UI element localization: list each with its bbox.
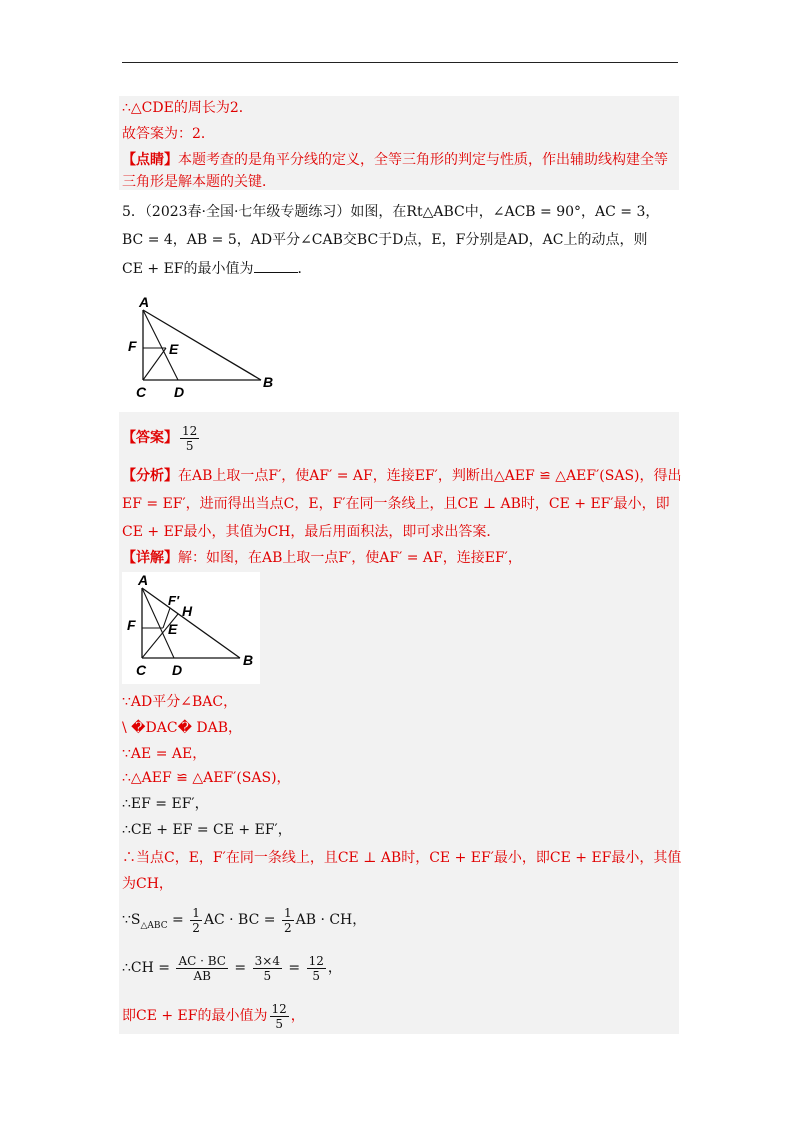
label-d-2: D xyxy=(172,662,183,678)
final-text: 即CE + EF的最小值为 xyxy=(122,1008,268,1024)
ch-label: ∴CH = xyxy=(122,960,175,976)
area-mid: AC · BC = xyxy=(203,912,280,928)
half-den-1: 2 xyxy=(192,920,200,935)
label-a-2: A xyxy=(138,572,149,588)
step-7: ∴当点C，E，F′在同一条线上，且CE ⊥ AB时，CE + EF′最小，即CE + EF最小，其值 xyxy=(122,850,682,866)
label-b-2: B xyxy=(243,652,254,668)
question-line-3 xyxy=(122,258,312,279)
detail-line-1 xyxy=(122,548,522,568)
label-e: E xyxy=(169,341,179,357)
step-10 xyxy=(122,996,305,1036)
half-fraction-1 xyxy=(190,906,202,935)
answer-fraction xyxy=(180,424,199,453)
ch-num-3: 12 xyxy=(308,953,324,968)
step-1: ∵AD平分∠BAC， xyxy=(122,694,238,710)
answer-blank xyxy=(254,258,298,273)
label-c: C xyxy=(136,384,147,400)
question-ask: CE + EF的最小值为 xyxy=(122,261,254,277)
prev-comment-cont: 三角形是解本题的关键． xyxy=(122,174,276,190)
label-b: B xyxy=(263,374,274,390)
question-line-2: BC = 4，AB = 5，AD平分∠CAB交BC于D点，E，F分别是AD，AC上的动点，则 xyxy=(122,232,648,248)
final-den: 5 xyxy=(275,1016,283,1031)
detail-tag: 【详解】 xyxy=(122,550,178,566)
construction-figure xyxy=(122,572,262,684)
answer-num: 12 xyxy=(182,423,198,438)
analysis-tag: 【分析】 xyxy=(122,468,178,484)
label-d: D xyxy=(174,384,185,400)
label-a: A xyxy=(139,294,150,310)
question-line-1: 5．（2023春·全国·七年级专题练习）如图，在Rt△ABC中，∠ACB = 90°，AC = 3， xyxy=(122,204,660,220)
half-num-2: 1 xyxy=(283,905,292,920)
ch-fraction-1 xyxy=(176,954,228,983)
ch-num-1: AC · BC xyxy=(178,953,226,968)
answer-line xyxy=(122,420,201,456)
ch-eq-2: = xyxy=(283,960,305,976)
prev-conclusion: ∴△CDE的周长为2． xyxy=(122,100,253,116)
answer-den: 5 xyxy=(185,438,194,453)
ch-eq-1: = xyxy=(229,960,251,976)
analysis-line-3: CE + EF最小，其值为CH，最后用面积法，即可求出答案． xyxy=(122,524,501,540)
label-f-2: F xyxy=(127,617,136,633)
label-f: F xyxy=(128,338,137,354)
prev-comment xyxy=(122,150,668,170)
label-e-2: E xyxy=(168,621,178,637)
step-2: \ �DAC� DAB， xyxy=(122,720,242,736)
comment-tag: 【点睛】 xyxy=(122,152,178,168)
ch-den-1: AB xyxy=(193,968,211,983)
ch-fraction-3 xyxy=(307,954,326,983)
header-rule xyxy=(122,62,678,63)
ch-num-2: 3×4 xyxy=(254,953,280,968)
step-8 xyxy=(122,900,366,946)
half-fraction-2 xyxy=(282,906,294,935)
step-4: ∴△AEF ≌ △AEF′(SAS)， xyxy=(122,770,291,786)
ch-fraction-2 xyxy=(253,954,282,983)
ch-den-3: 5 xyxy=(312,968,321,983)
label-f-prime: F′ xyxy=(168,593,180,608)
analysis-line-2: EF = EF′，进而得出当点C，E，F′在同一条线上，且CE ⊥ AB时，CE + EF′最小，即 xyxy=(122,496,670,512)
label-c-2: C xyxy=(136,662,147,678)
step-7-cont: 为CH， xyxy=(122,876,173,892)
half-den-2: 2 xyxy=(283,920,292,935)
answer-tag: 【答案】 xyxy=(122,430,178,446)
side-ab-2 xyxy=(142,588,240,658)
half-num-1: 1 xyxy=(192,905,200,920)
analysis-line-1 xyxy=(122,466,682,486)
step-6: ∴CE + EF = CE + EF′， xyxy=(122,822,292,838)
step-3: ∵AE = AE， xyxy=(122,746,207,762)
final-end: ， xyxy=(290,1008,305,1024)
step-9 xyxy=(122,948,342,988)
triangle-figure xyxy=(126,290,286,402)
label-h: H xyxy=(182,603,193,619)
detail-text-1: 解：如图，在AB上取一点F′，使AF′ = AF，连接EF′， xyxy=(178,550,522,566)
prev-answer: 故答案为：2． xyxy=(122,126,215,142)
area-symbol: ∵S xyxy=(122,912,141,928)
area-eq: = xyxy=(167,912,189,928)
step-5: ∴EF = EF′， xyxy=(122,796,209,812)
ch-den-2: 5 xyxy=(263,968,272,983)
final-fraction xyxy=(270,1002,289,1031)
area-end: AB · CH， xyxy=(295,912,367,928)
comment-text: 本题考查的是角平分线的定义，全等三角形的判定与性质，作出辅助线构建全等 xyxy=(178,152,668,168)
question-end: ． xyxy=(297,261,312,277)
ch-end: ， xyxy=(327,960,342,976)
area-subscript: △ABC xyxy=(140,920,168,931)
analysis-text-1: 在AB上取一点F′，使AF′ = AF，连接EF′，判断出△AEF ≌ △AEF′(SAS)，得出 xyxy=(178,468,682,484)
segment-ce xyxy=(143,348,166,380)
final-num: 12 xyxy=(271,1001,287,1016)
